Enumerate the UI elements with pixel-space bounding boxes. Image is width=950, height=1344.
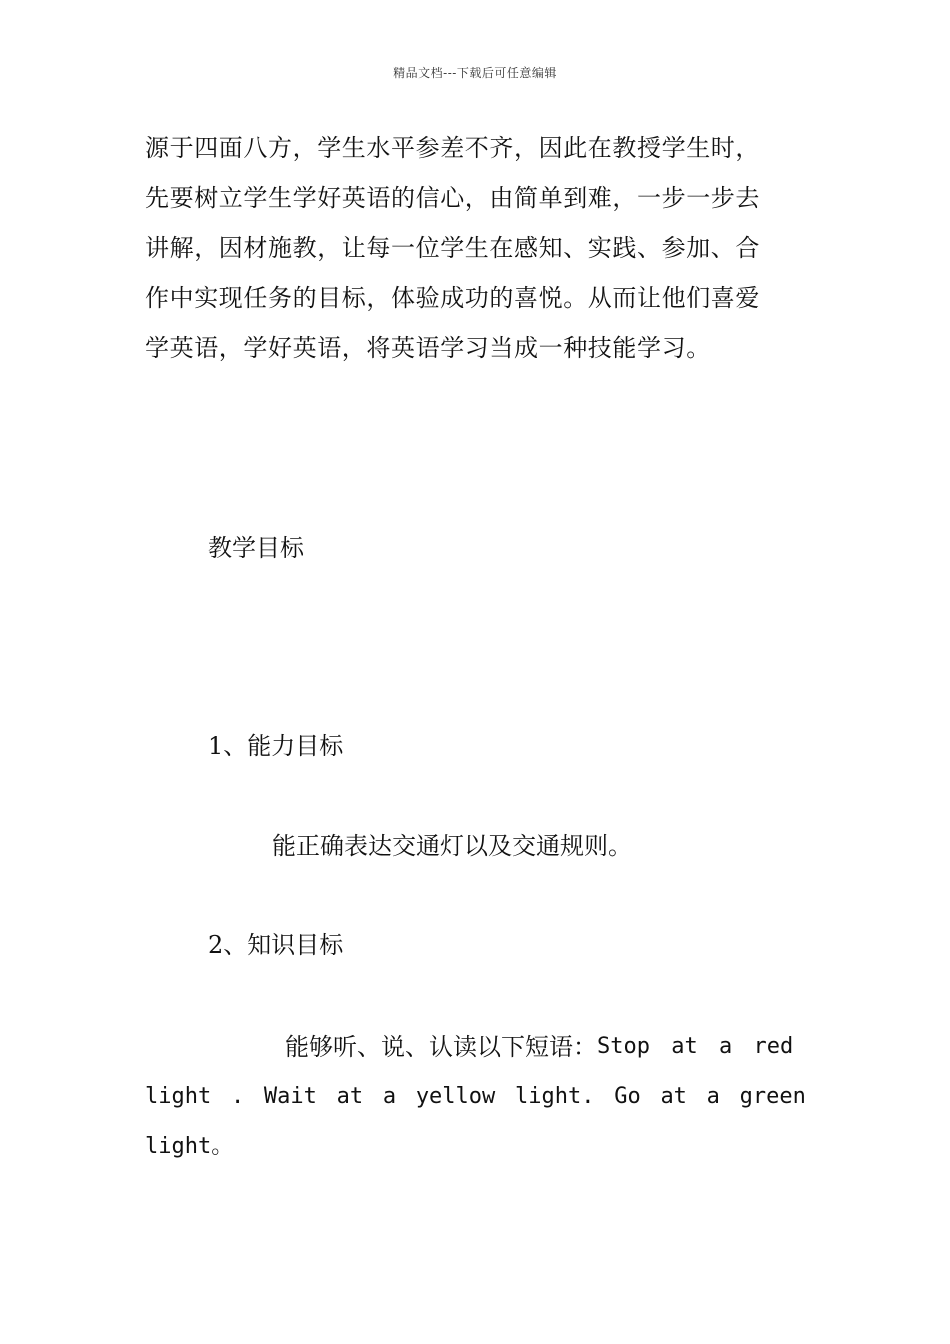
knowledge-goal-paragraph [145, 1022, 806, 1172]
knowledge-phrase-end: light。 [145, 1134, 234, 1159]
word: Wait [263, 1084, 317, 1109]
knowledge-line-2 [145, 1072, 806, 1122]
section-title-teaching-goals: 教学目标 [208, 534, 304, 562]
word: light [145, 1084, 212, 1109]
page-header: 精品文档---下载后可任意编辑 [393, 66, 557, 80]
intro-line-5: 学英语，学好英语，将英语学习当成一种技能学习。 [145, 334, 711, 362]
intro-line-3: 讲解，因材施教，让每一位学生在感知、实践、参加、合 [145, 234, 760, 262]
word: at [336, 1084, 364, 1109]
intro-line-2: 先要树立学生学好英语的信心，由简单到难，一步一步去 [145, 184, 760, 212]
word: green [739, 1084, 806, 1109]
ability-goal-text: 能正确表达交通灯以及交通规则。 [272, 832, 632, 860]
word: Go [614, 1084, 641, 1109]
subsection-title-ability: 1、能力目标 [208, 732, 344, 760]
word: a [382, 1084, 397, 1109]
word: light. [515, 1084, 595, 1109]
word: a [706, 1084, 720, 1109]
knowledge-intro-text: 能够听、说、认读以下短语： [285, 1033, 597, 1061]
intro-paragraph [145, 123, 806, 373]
word: yellow [415, 1084, 496, 1109]
knowledge-phrase-start: Stop at a red [597, 1034, 794, 1059]
word: . [230, 1084, 245, 1109]
intro-line-1: 源于四面八方，学生水平参差不齐，因此在教授学生时， [145, 134, 760, 162]
intro-line-4: 作中实现任务的目标，体验成功的喜悦。从而让他们喜爱 [145, 284, 760, 312]
knowledge-line-1 [145, 1022, 806, 1072]
subsection-title-knowledge: 2、知识目标 [208, 931, 344, 959]
knowledge-line-3 [145, 1122, 806, 1172]
word: at [660, 1084, 687, 1109]
